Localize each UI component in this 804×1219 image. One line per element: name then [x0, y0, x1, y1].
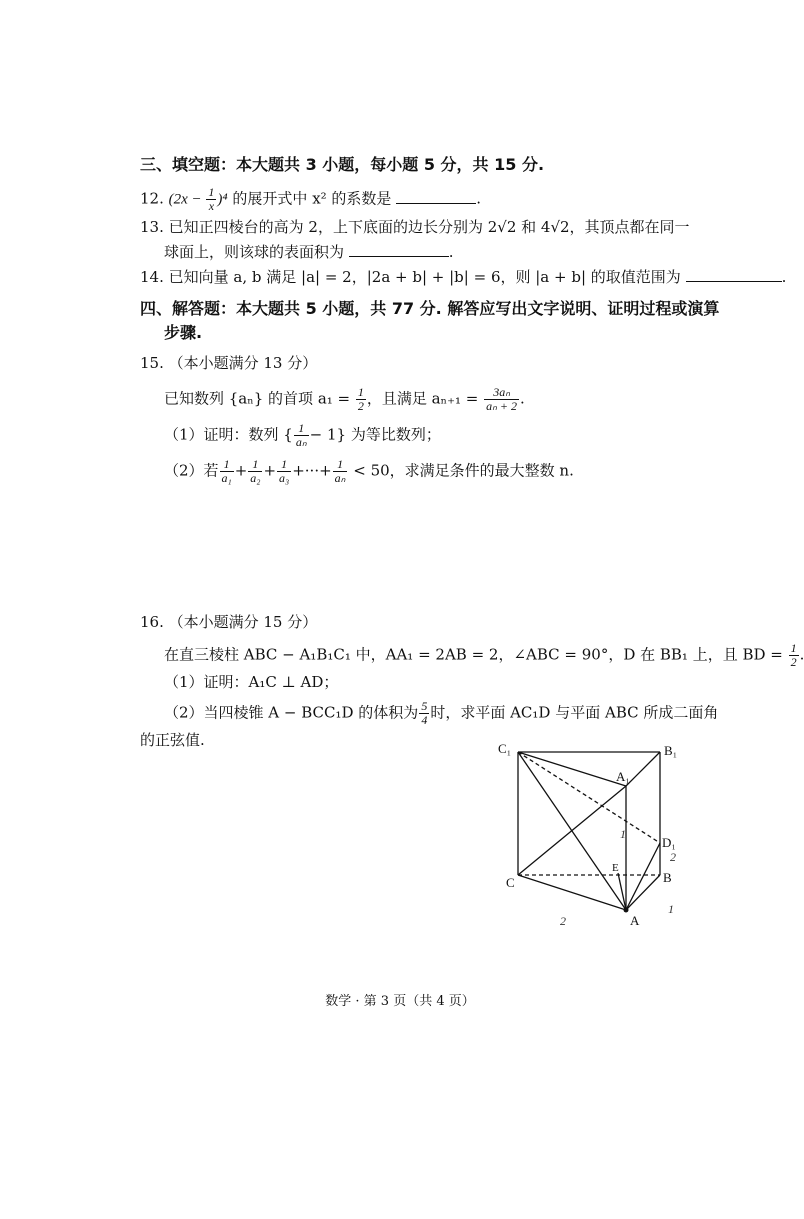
q16-line1-text: 在直三棱柱 ABC − A₁B₁C₁ 中，AA₁ = 2AB = 2，∠ABC = 90°，D 在 BB₁ 上，且 BD = [164, 645, 788, 664]
q14-text: 已知向量 a, b 满足 |a| = 2，|2a + b| + |b| = 6，则 |a + b| 的取值范围为 [168, 268, 681, 286]
q16-bd-fraction: $\frac{1}{2}$ [790, 641, 797, 669]
handwritten-bd: 2 [670, 850, 676, 864]
prism-figure [490, 735, 700, 935]
q13-answer-blank[interactable] [349, 242, 449, 257]
handwritten-ac: 2 [560, 914, 566, 928]
question-13-line1 [140, 216, 690, 237]
question-12 [140, 186, 481, 213]
label-b: B [663, 870, 672, 885]
label-b1: B₁ [664, 743, 678, 758]
q15-recurrence-fraction: $\frac{\text{3aₙ}}{\text{aₙ + 2}}$ [486, 385, 518, 413]
q15-p1-b: − 1} 为等比数列； [309, 425, 441, 444]
q16-p2-b: 时，求平面 AC₁D 与平面 ABC 所成二面角 [430, 703, 719, 722]
segment-a-d [626, 843, 660, 910]
q12-fraction: $\frac{1}{x}$ [208, 185, 215, 213]
q12-answer-blank[interactable] [396, 189, 476, 204]
edge-c-a [518, 875, 626, 910]
handwritten-ab: 1 [668, 902, 674, 916]
segment-c1-d-hidden [518, 752, 660, 843]
q12-text: 的展开式中 x² 的系数是 [232, 189, 392, 208]
q16-header: 16. （本小题满分 15 分） [140, 613, 318, 631]
q15-sum-term3: $\frac{1}{\text{a₃}}$ [279, 457, 290, 485]
q15-sum-term2: $\frac{1}{\text{a₂}}$ [250, 457, 261, 485]
q16-line1 [164, 642, 804, 669]
section3-heading: 三、填空题：本大题共 3 小题，每小题 5 分，共 15 分. [140, 155, 545, 174]
page-footer: 数学 · 第 3 页（共 4 页） [325, 994, 475, 1009]
q16-line1-end: . [799, 645, 804, 664]
edge-a1-b1 [626, 752, 660, 786]
q15-header: 15. （本小题满分 13 分） [140, 354, 318, 372]
point-a [624, 908, 629, 913]
q15-intro [164, 386, 525, 413]
question-14 [140, 266, 786, 287]
q13-end: . [448, 243, 454, 261]
q12-number: 12. [140, 189, 164, 208]
q15-a1-fraction: $\frac{1}{2}$ [357, 385, 364, 413]
q15-p2-a: （2）若 [164, 461, 219, 480]
segment-c1-a [518, 752, 626, 910]
q15-intro-a: 已知数列 {aₙ} 的首项 a₁ = [164, 389, 355, 408]
label-a: A [630, 913, 640, 928]
edge-c1-a1 [518, 752, 626, 786]
label-d1: D₁ [662, 835, 676, 850]
q15-part2: （2）若 $\frac{1}{\text{a₁}}$ + $\frac{1}{\text{a₂}}$ + $\frac{1}{\text{a₃}}$ +···+ $\frac{1}{\text{aₙ}}$ < 50，求满足条件的最大整数 n. [164, 457, 574, 485]
q15-part1 [164, 422, 441, 449]
q12-end: . [476, 189, 481, 208]
q16-part2-line2: 的正弦值. [140, 731, 205, 749]
label-e: E [612, 862, 619, 874]
q15-sum-term1: $\frac{1}{\text{a₁}}$ [221, 457, 232, 485]
q16-volume-fraction: $\frac{5}{4}$ [421, 699, 428, 727]
q12-expr: (2x − [168, 191, 206, 208]
section4-heading-line2: 步骤. [164, 323, 203, 342]
q14-answer-blank[interactable] [686, 267, 782, 282]
label-c1: C₁ [498, 741, 512, 756]
q15-sum-termn: $\frac{1}{\text{aₙ}}$ [334, 457, 346, 485]
section4-heading-line1: 四、解答题：本大题共 5 小题，共 77 分. 解答应写出文字说明、证明过程或演算 [140, 299, 720, 318]
q15-intro-c: . [520, 389, 525, 408]
q14-end: . [781, 268, 787, 286]
label-a1: A₁ [616, 769, 630, 784]
handwritten-height: 1 [620, 827, 626, 841]
q13-number: 13. [140, 218, 164, 236]
question-13-line2 [164, 241, 454, 262]
q14-number: 14. [140, 268, 164, 286]
q15-p2-b: < 50，求满足条件的最大整数 n. [353, 461, 574, 480]
q16-part1: （1）证明：A₁C ⊥ AD； [164, 673, 339, 691]
label-c: C [506, 875, 515, 890]
q13-line1: 已知正四棱台的高为 2，上下底面的边长分别为 2√2 和 4√2，其顶点都在同一 [168, 218, 690, 236]
q15-p1-fraction: $\frac{1}{\text{aₙ}}$ [295, 421, 307, 449]
q16-p2-a: （2）当四棱锥 A − BCC₁D 的体积为 [164, 703, 419, 722]
q15-intro-b: ，且满足 aₙ₊₁ = [366, 389, 484, 408]
q13-line2: 球面上，则该球的表面积为 [164, 243, 345, 261]
q15-p1-a: （1）证明：数列 { [164, 425, 293, 444]
q16-part2 [164, 700, 718, 727]
q12-power: )⁴ [217, 191, 228, 208]
edge-a-b [626, 875, 660, 910]
